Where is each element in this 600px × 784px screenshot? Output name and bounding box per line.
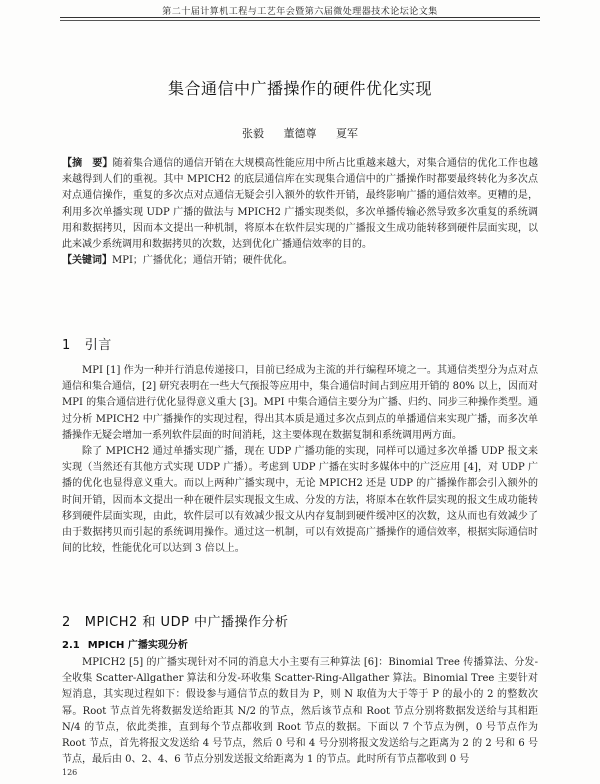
page-number: 126	[62, 768, 78, 777]
header-rule	[60, 17, 540, 18]
subsection-title: MPICH 广播实现分析	[87, 640, 188, 651]
author-name: 张毅	[242, 127, 264, 140]
abstract-label: 【摘 要】	[62, 158, 113, 169]
running-header: 第二十届计算机工程与工艺年会暨第六届微处理器技术论坛论文集	[162, 7, 438, 17]
subsection-number: 2.1	[62, 640, 80, 651]
author-list	[0, 125, 600, 141]
author-name: 夏军	[336, 127, 358, 140]
paragraph: MPICH2 [5] 的广播实现针对不同的消息大小主要有三种算法 [6]：Binomial Tree 传播算法、分发-全收集 Scatter-Allgather 算法和分发-环收集 Scatter-Ring-Allgather 算法。Binomial Tree 主要针对短消息，其实现过程如下：假设参与通信节点的数目为 P，则 N 取值为大于等于 P 的最小的 2 的整数次幂。Root 节点首先将数据发送给距其 N/2 的节点，然后该节点和 Root 节点分别将数据发送给与其相距 N/4 的节点，依此类推，直到每个节点都收到 Root 节点的数据。下面以 7 个节点为例，0 号节点作为 Root 节点，首先将报文发送给 4 号节点，然后 0 号和 4 号分别将报文发送给与之距离为 2 的 2 号和 6 号节点，最后由 0、2、4、6 节点分别发送报文给距离为 1 的节点。此时所有节点都收到 0 号	[62, 657, 538, 766]
paragraph: MPI [1] 作为一种并行消息传递接口，目前已经成为主流的并行编程环境之一。其通信类型分为点对点通信和集合通信，[2] 研究表明在一些大气预报等应用中，集合通信时间占到应用开销的 80% 以上，因而对 MPI 的集合通信进行优化显得意义重大 [3]。MPI 中集合通信主要分为广播、归约、同步三种操作类型。通过分析 MPICH2 中广播操作的实现过程，得出其本质是通过多次点到点的单播通信来实现广播，而多次单播操作无疑会增加一系列软件层面的时间消耗，这主要体现在数据复制和系统调用两方面。	[62, 365, 538, 441]
paragraph: 除了 MPICH2 通过单播实现广播，现在 UDP 广播功能的实现，同样可以通过多次单播 UDP 报文来实现（当然还有其他方式实现 UDP 广播）。考虑到 UDP 广播在实时多媒体中的广泛应用 [4]，对 UDP 广播的优化也显得意义重大。而以上两种广播实现中，无论 MPICH2 还是 UDP 的广播操作都会引入额外的时间开销，因而本文提出一种在硬件层实现报文生成、分发的方法，将原本在软件层实现的报文生成功能转移到硬件层面实现，由此，软件层可以有效减少报文从内存复制到硬件缓冲区的次数，这从而也有效减少了由于数据拷贝而引起的系统调用操作。通过这一机制，可以有效提高广播操作的通信效率，根据实际通信时间的比较，性能优化可以达到 3 倍以上。	[62, 446, 538, 555]
section-title: MPICH2 和 UDP 中广播操作分析	[84, 615, 289, 630]
paper-title: 集合通信中广播操作的硬件优化实现	[167, 79, 432, 98]
section-number: 2	[62, 615, 71, 630]
abstract-text: 随着集合通信的通信开销在大规模高性能应用中所占比重越来越大，对集合通信的优化工作也越来越得到人们的重视。其中 MPICH2 的底层通信库在实现集合通信中的广播操作时都要最终转化为多次点对点通信操作，重复的多次点对点通信无疑会引入额外的软件开销，最终影响广播的通信效率。更糟的是，利用多次单播实现 UDP 广播的做法与 MPICH2 广播实现类似，多次单播传输必然导致多次重复的系统调用和数据拷贝，因而本文提出一种机制，将原本在软件层实现的广播报文生成功能转移到硬件层面实现，以此来减少系统调用和数据拷贝的次数，达到优化广播通信效率的目的。	[62, 158, 539, 251]
header-rule-thin	[60, 20, 540, 21]
abstract	[62, 156, 538, 269]
author-name: 董德尊	[283, 127, 317, 140]
subsection-heading	[62, 636, 188, 651]
section-body	[62, 363, 538, 557]
section-heading	[62, 611, 289, 630]
section-number: 1	[62, 338, 71, 353]
keywords-text: MPI；广播优化；通信开销；硬件优化。	[112, 255, 293, 267]
section-heading	[62, 334, 112, 353]
subsection-body	[62, 655, 538, 768]
section-title: 引言	[84, 338, 112, 353]
keywords-label: 【关键词】	[62, 255, 112, 267]
